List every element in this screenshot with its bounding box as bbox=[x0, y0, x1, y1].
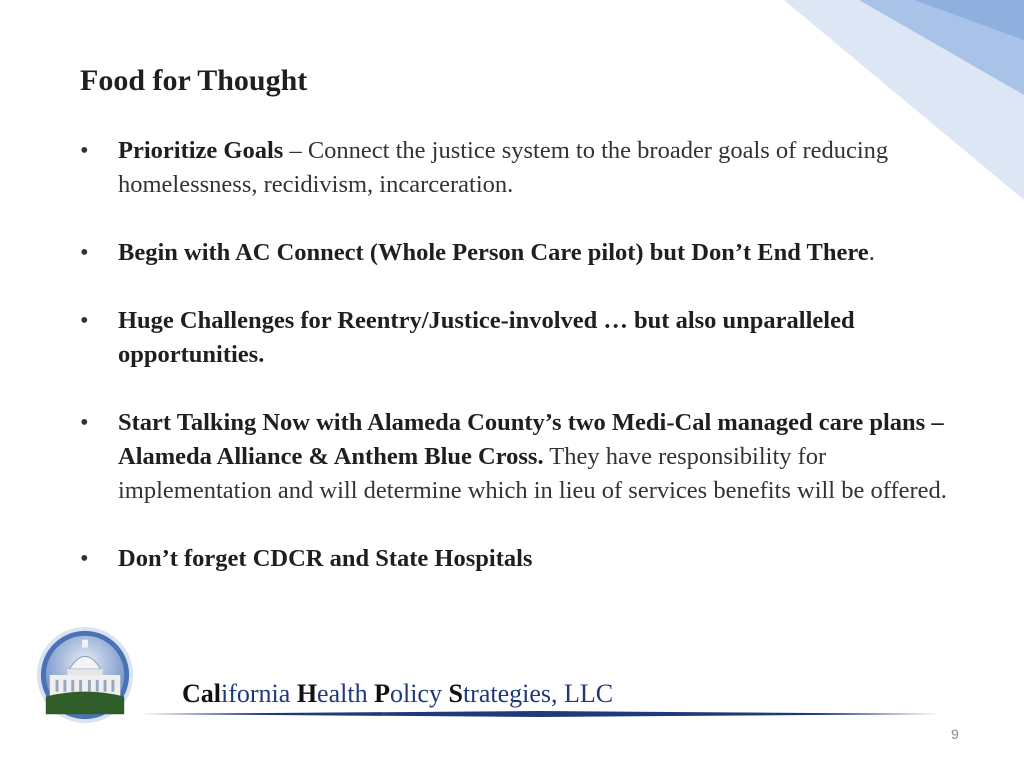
bullet-dot: • bbox=[80, 307, 89, 334]
bullet-item bbox=[80, 134, 970, 202]
bullet-dot: • bbox=[80, 137, 89, 164]
company-text: olicy bbox=[389, 679, 449, 708]
capitol-seal-logo bbox=[36, 626, 134, 724]
bullet-bold-text: Don’t forget CDCR and State Hospitals bbox=[118, 545, 533, 572]
bullet-item bbox=[80, 406, 970, 508]
company-initial: S bbox=[448, 679, 463, 708]
company-initial: Cal bbox=[182, 679, 221, 708]
bullet-text: . bbox=[868, 239, 875, 266]
bullet-dot: • bbox=[80, 409, 89, 436]
bullet-item bbox=[80, 236, 970, 270]
bullet-bold-text: Start Talking Now with Alameda County’s two Medi-Cal managed care plans – Alameda Alliance & Anthem Blue Cross. bbox=[118, 409, 944, 470]
slide-title: Food for Thought bbox=[80, 64, 308, 97]
bullet-bold-text: Begin with AC Connect (Whole Person Care pilot) but Don’t End There bbox=[118, 239, 869, 266]
bullet-text: They have responsibility for implementation and will determine which in lieu of services benefits will be offered. bbox=[118, 443, 947, 504]
company-text: trategies, LLC bbox=[462, 679, 614, 708]
bullet-text: – Connect the justice system to the broader goals of reducing homelessness, recidivism, incarceration. bbox=[118, 137, 889, 198]
footer-divider bbox=[140, 711, 940, 717]
bullet-list bbox=[80, 134, 970, 610]
bullet-item bbox=[80, 542, 970, 576]
page-number: 9 bbox=[951, 726, 959, 742]
company-text: ealth bbox=[317, 679, 375, 708]
bullet-dot: • bbox=[80, 239, 89, 266]
company-name bbox=[182, 679, 613, 709]
company-text: ifornia bbox=[221, 679, 297, 708]
bullet-bold-text: Prioritize Goals bbox=[118, 137, 284, 164]
bullet-dot: • bbox=[80, 545, 89, 572]
company-initial: H bbox=[296, 679, 318, 708]
bullet-bold-text: Huge Challenges for Reentry/Justice-involved … but also unparalleled opportunities. bbox=[118, 307, 855, 368]
bullet-item bbox=[80, 304, 970, 372]
company-initial: P bbox=[374, 679, 390, 708]
